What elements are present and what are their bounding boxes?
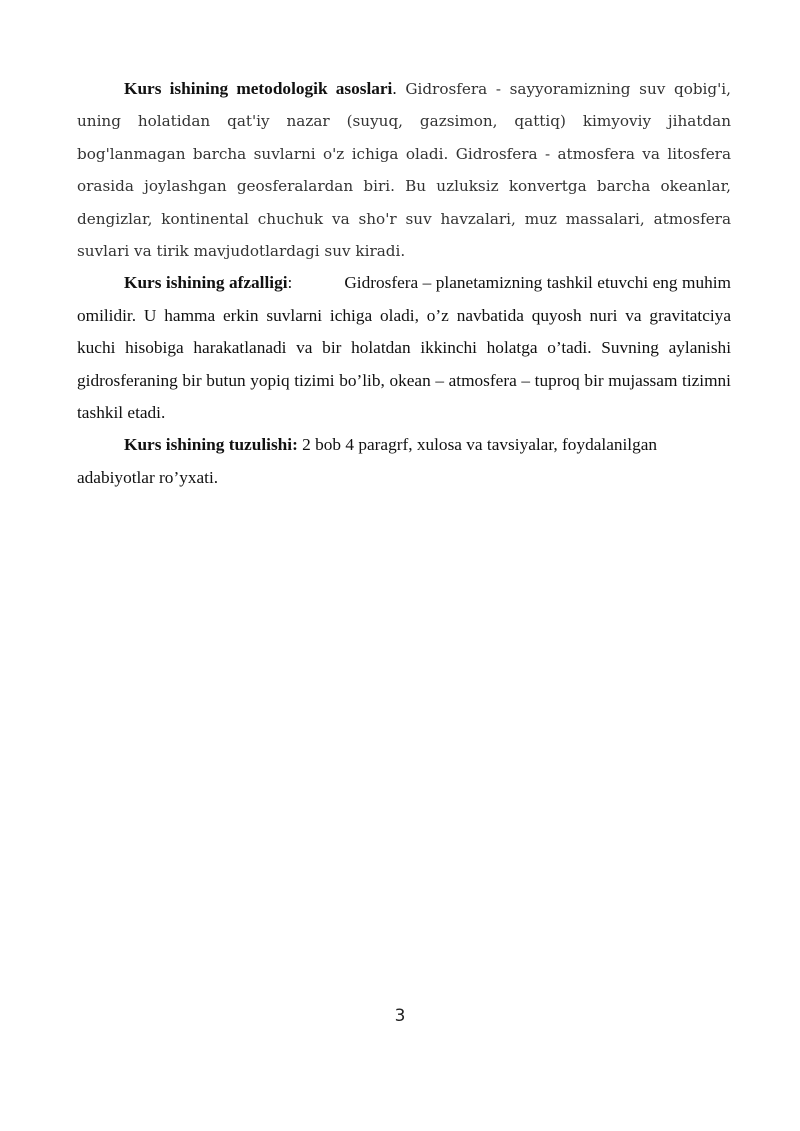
structure-paragraph [77,429,731,494]
methodology-heading: Kurs ishining metodologik asoslari [124,79,393,98]
page-number: 3 [394,1006,406,1026]
methodology-text: Gidrosfera - sayyoramizning suv qobig'i, uning holatidan qat'iy nazar (suyuq, gazsimon, qattiq) kimyoviy jihatdan bog'lanmagan barcha suvlarni o'z ichiga oladi. Gidrosfera - atmosfera va litosfera orasida joylashgan geosferalardan biri. Bu uzluksiz konvertga barcha okeanlar, dengizlar, kontinental chuchuk va sho'r suv havzalari, muz massalari, atmosfera suvlari va tirik mavjudotlardagi suv kiradi. [77,80,731,261]
structure-heading: Kurs ishining tuzulishi: [124,435,298,455]
methodology-paragraph [77,73,731,267]
methodology-separator: . [392,79,397,98]
structure-text: 2 bob 4 paragrf, xulosa va tavsiyalar, foydalanilgan adabiyotlar ro’yxati. [77,435,658,487]
advantage-separator: : [287,273,293,293]
advantage-text: Gidrosfera – planetamizning tashkil etuvchi eng muhim omilidir. U hamma erkin suvlarni ichiga oladi, o’z navbatida quyosh nuri va gravitatciya kuchi hisobiga harakatlanadi va bir holatdan ikkinchi holatga o’tadi. Suvning aylanishi gidrosferaning bir butun yopiq tizimi bo’lib, okean – atmosfera – tuproq bir mujassam tizimni tashkil etadi. [77,273,731,423]
advantage-heading: Kurs ishining afzalligi [124,273,288,293]
document-page-body [77,73,731,494]
advantage-paragraph [77,267,731,429]
